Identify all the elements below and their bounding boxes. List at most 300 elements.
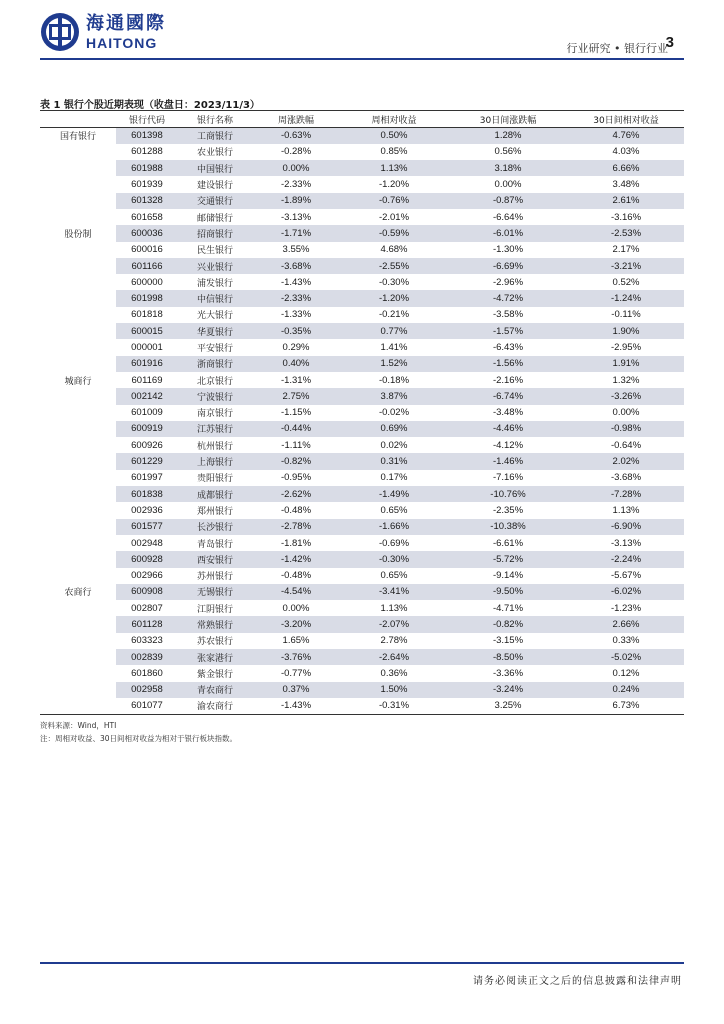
30d-relative-cell: 0.33% [612,635,640,647]
bank-code-cell: 601997 [131,472,163,484]
30d-relative-cell: -3.21% [568,258,684,274]
group-label [40,551,116,567]
weekly-relative-cell: -2.55% [340,258,448,274]
table-notes [40,719,237,745]
30d-relative-cell: 0.00% [612,407,640,419]
logo-chinese-text: 海通國際 [86,12,166,34]
group-label [40,682,116,698]
30d-relative-cell: 2.61% [568,193,684,209]
bank-name-cell: 民生银行 [196,246,233,257]
30d-relative-cell: -1.24% [568,290,684,306]
bank-name-cell: 浦发银行 [196,278,233,289]
bank-code-cell: 601229 [116,453,178,469]
bank-code-cell: 002142 [116,388,178,404]
weekly-relative-cell: -0.31% [340,698,448,714]
weekly-change-cell: -1.15% [280,407,312,419]
weekly-change-cell: -1.42% [252,551,340,567]
logo-english-text: HAITONG [86,34,158,51]
30d-relative-cell: -0.11% [611,309,641,321]
bank-name-cell: 杭州银行 [196,441,233,452]
bank-name-cell: 无锡银行 [178,584,252,600]
30d-change-cell: -3.48% [492,407,524,419]
30d-change-cell: -9.14% [492,570,524,582]
group-label [40,160,116,176]
table-row [40,356,684,372]
bank-name-cell: 上海银行 [178,453,252,469]
bank-code-cell: 601328 [116,193,178,209]
bank-code-cell: 002839 [116,649,178,665]
30d-change-cell: -6.01% [448,225,568,241]
group-label [40,502,116,518]
30d-change-cell: -10.38% [448,519,568,535]
table-row [40,535,684,551]
group-label [40,290,116,306]
table-header-row [40,111,684,128]
30d-relative-cell: 6.73% [568,698,684,714]
group-label [40,616,116,632]
30d-change-cell: -1.46% [448,453,568,469]
weekly-relative-cell: 1.52% [340,356,448,372]
bank-code-cell: 600016 [131,244,163,256]
group-label [40,242,116,258]
group-label [40,649,116,665]
weekly-relative-cell: -2.07% [340,616,448,632]
table-row [40,502,684,518]
weekly-change-cell: -0.82% [252,453,340,469]
table-row [40,665,684,681]
group-label [40,388,116,404]
weekly-change-cell: 0.00% [252,160,340,176]
bank-code-cell: 601398 [116,128,178,144]
table-row [40,486,684,502]
30d-change-cell: -1.57% [448,323,568,339]
weekly-relative-cell: -0.69% [378,537,410,549]
header-30d-change: 30日间涨跌幅 [448,111,568,128]
30d-change-cell: -6.43% [492,342,524,353]
weekly-relative-cell: -1.20% [378,179,410,191]
page-number: 3 [665,34,674,51]
weekly-change-cell: -1.11% [281,439,311,451]
bank-name-cell: 西安银行 [178,551,252,567]
table-row [40,616,684,632]
bank-name-cell: 交通银行 [178,193,252,209]
header-weekly-relative: 周相对收益 [340,111,448,128]
weekly-relative-cell: 0.69% [340,421,448,437]
30d-relative-cell: -3.13% [610,537,642,549]
weekly-relative-cell: -0.30% [340,551,448,567]
30d-relative-cell: 0.24% [568,682,684,698]
30d-change-cell: -10.76% [448,486,568,502]
weekly-change-cell: -0.48% [280,570,312,582]
weekly-relative-cell: 0.50% [340,128,448,144]
bank-code-cell: 002807 [131,602,163,614]
bank-name-cell: 紫金银行 [196,669,233,680]
weekly-change-cell: -2.33% [280,179,312,191]
weekly-relative-cell: 0.85% [380,146,408,158]
30d-relative-cell: 2.02% [568,453,684,469]
30d-change-cell: -4.46% [448,421,568,437]
table-row [40,551,684,567]
table-row [40,225,684,241]
group-label [40,176,116,192]
30d-relative-cell: 0.52% [612,276,640,288]
bank-name-cell: 长沙银行 [178,519,252,535]
30d-change-cell: -9.50% [448,584,568,600]
table-row [40,437,684,453]
weekly-change-cell: -0.44% [252,421,340,437]
group-label [40,437,116,453]
weekly-relative-cell: 0.02% [380,439,408,451]
30d-relative-cell: -5.02% [568,649,684,665]
table-row [40,258,684,274]
weekly-change-cell: 0.29% [282,342,310,353]
30d-relative-cell: -0.98% [568,421,684,437]
bank-code-cell: 600919 [116,421,178,437]
group-label [40,144,116,160]
table-row [40,600,684,616]
table-row [40,307,684,323]
haitong-logo-icon [40,12,80,52]
bank-name-cell: 平安银行 [196,344,233,354]
group-label [40,339,116,355]
bank-name-cell: 邮储银行 [196,213,233,224]
bank-code-cell: 002966 [131,570,163,582]
bank-code-cell: 603323 [131,635,163,647]
group-label [40,453,116,469]
bank-code-cell: 600036 [116,225,178,241]
30d-relative-cell: -3.26% [568,388,684,404]
weekly-relative-cell: -1.49% [340,486,448,502]
weekly-relative-cell: -2.64% [340,649,448,665]
table-title: 表 1 银行个股近期表现（收盘日：2023/11/3） [40,100,260,111]
30d-change-cell: -4.72% [448,290,568,306]
bank-code-cell: 600015 [116,323,178,339]
30d-change-cell: -3.58% [492,309,524,321]
weekly-relative-cell: 0.36% [380,667,408,679]
header-name: 银行名称 [178,111,252,128]
30d-relative-cell: 2.17% [612,244,640,256]
bank-name-cell: 江阴银行 [196,604,233,615]
30d-change-cell: -1.56% [448,356,568,372]
weekly-relative-cell: -0.30% [378,276,410,288]
bank-code-cell: 002936 [131,504,163,516]
30d-relative-cell: -6.90% [568,519,684,535]
bank-name-cell: 北京银行 [196,376,233,387]
group-label [40,470,116,486]
bank-code-cell: 601916 [116,356,178,372]
bank-name-cell: 工商银行 [178,128,252,144]
30d-change-cell: -6.74% [448,388,568,404]
bank-name-cell: 光大银行 [196,311,233,322]
bank-name-cell: 农业银行 [196,148,233,159]
table-row [40,128,684,144]
bank-name-cell: 成都银行 [178,486,252,502]
group-label [40,405,116,421]
weekly-relative-cell: 0.65% [380,504,408,516]
weekly-relative-cell: -1.20% [340,290,448,306]
weekly-change-cell: 3.55% [282,244,310,256]
30d-relative-cell: 6.66% [568,160,684,176]
bank-code-cell: 600928 [116,551,178,567]
weekly-change-cell: 1.65% [282,635,310,647]
table-row [40,633,684,649]
weekly-change-cell: -0.77% [280,667,312,679]
weekly-change-cell: -3.76% [252,649,340,665]
bank-code-cell: 601998 [116,290,178,306]
header-weekly-change: 周涨跌幅 [252,111,340,128]
group-label [40,568,116,584]
table-row [40,568,684,584]
30d-relative-cell: 2.66% [568,616,684,632]
table-row [40,421,684,437]
30d-relative-cell: -5.67% [610,570,642,582]
30d-relative-cell: 1.32% [612,374,640,386]
bank-code-cell: 601988 [116,160,178,176]
weekly-change-cell: -1.33% [280,309,312,321]
table-row [40,405,684,421]
30d-change-cell: -4.12% [492,439,524,451]
table-row [40,519,684,535]
30d-change-cell: -3.24% [448,682,568,698]
bank-code-cell: 000001 [131,342,163,353]
30d-change-cell: 3.18% [448,160,568,176]
header-30d-relative: 30日间相对收益 [568,111,684,128]
weekly-change-cell: -3.20% [252,616,340,632]
weekly-change-cell: -3.68% [252,258,340,274]
30d-change-cell: -5.72% [448,551,568,567]
weekly-change-cell: 0.00% [282,602,310,614]
30d-relative-cell: -3.68% [610,472,642,484]
weekly-change-cell: -1.43% [252,698,340,714]
weekly-relative-cell: -1.66% [340,519,448,535]
bank-name-cell: 青农商行 [178,682,252,698]
weekly-relative-cell: 1.13% [340,160,448,176]
30d-relative-cell: 1.13% [612,504,640,516]
bank-name-cell: 渝农商行 [178,698,252,714]
table-row [40,242,684,258]
weekly-change-cell: -1.89% [252,193,340,209]
30d-change-cell: -6.64% [492,211,524,223]
table-row [40,323,684,339]
30d-relative-cell: 0.12% [612,667,640,679]
table-row [40,682,684,698]
bank-name-cell: 兴业银行 [178,258,252,274]
bank-code-cell: 002948 [131,537,163,549]
group-label: 国有银行 [40,128,116,144]
30d-change-cell: -6.69% [448,258,568,274]
bank-name-cell: 宁波银行 [178,388,252,404]
group-label [40,258,116,274]
weekly-change-cell: -1.71% [252,225,340,241]
bank-code-cell: 601860 [131,667,163,679]
bank-name-cell: 江苏银行 [178,421,252,437]
weekly-change-cell: -3.13% [280,211,312,223]
group-label [40,698,116,714]
30d-relative-cell: -0.64% [610,439,642,451]
bank-name-cell: 贵阳银行 [196,474,233,485]
bank-name-cell: 招商银行 [178,225,252,241]
30d-change-cell: -3.15% [492,635,524,647]
table-row [40,584,684,600]
weekly-relative-cell: 0.77% [340,323,448,339]
group-label [40,307,116,323]
group-label: 股份制 [40,225,116,241]
table-row [40,160,684,176]
section-label: 行业研究 • 银行行业 [566,42,668,55]
weekly-relative-cell: -0.76% [340,193,448,209]
30d-change-cell: 0.00% [494,179,522,191]
table-row [40,339,684,355]
weekly-change-cell: -1.43% [280,276,312,288]
weekly-change-cell: 2.75% [252,388,340,404]
weekly-change-cell: -0.28% [280,146,312,158]
weekly-relative-cell: -0.59% [340,225,448,241]
bank-code-cell: 601077 [116,698,178,714]
30d-relative-cell: -3.16% [610,211,642,223]
company-logo [40,12,166,52]
bank-name-cell: 浙商银行 [178,356,252,372]
weekly-change-cell: -2.33% [252,290,340,306]
table-row [40,388,684,404]
bank-code-cell: 601818 [131,309,163,321]
30d-change-cell: 3.25% [448,698,568,714]
weekly-change-cell: -1.81% [280,537,312,549]
bank-name-cell: 华夏银行 [178,323,252,339]
30d-relative-cell: -6.02% [568,584,684,600]
bank-code-cell: 601577 [116,519,178,535]
30d-change-cell: -2.16% [492,374,524,386]
bank-code-cell: 601658 [131,211,163,223]
weekly-relative-cell: 4.68% [380,244,408,256]
bank-code-cell: 601009 [131,407,163,419]
weekly-relative-cell: 1.41% [380,342,408,353]
30d-relative-cell: -1.23% [610,602,642,614]
weekly-relative-cell: -0.21% [378,309,410,321]
30d-change-cell: -7.16% [492,472,524,484]
group-label [40,519,116,535]
weekly-change-cell: 0.37% [252,682,340,698]
header-divider [40,58,684,60]
weekly-relative-cell: 1.13% [380,602,408,614]
30d-change-cell: -0.87% [448,193,568,209]
30d-change-cell: -6.61% [492,537,524,549]
group-label [40,665,116,681]
30d-change-cell: 0.56% [494,146,522,158]
weekly-relative-cell: -0.18% [378,374,410,386]
30d-relative-cell: 1.90% [568,323,684,339]
30d-relative-cell: -7.28% [568,486,684,502]
table-row [40,698,684,714]
table-row [40,193,684,209]
weekly-relative-cell: -3.41% [340,584,448,600]
bank-name-cell: 苏州银行 [196,572,233,583]
30d-relative-cell: 3.48% [612,179,640,191]
30d-relative-cell: -2.24% [568,551,684,567]
bank-name-cell: 青岛银行 [196,539,233,550]
table-row [40,209,684,225]
30d-relative-cell: -2.53% [568,225,684,241]
30d-change-cell: -1.30% [492,244,524,256]
weekly-change-cell: -0.95% [280,472,312,484]
weekly-relative-cell: -2.01% [378,211,410,223]
source-note: 资料来源：Wind，HTI [40,721,117,730]
bank-code-cell: 601838 [116,486,178,502]
bank-code-cell: 002958 [116,682,178,698]
group-label: 城商行 [40,372,116,388]
30d-change-cell: -3.36% [492,667,524,679]
bank-name-cell: 常熟银行 [178,616,252,632]
weekly-relative-cell: 3.87% [340,388,448,404]
bank-code-cell: 600926 [131,439,163,451]
footer-divider [40,962,684,964]
group-label [40,323,116,339]
bank-code-cell: 601288 [131,146,163,158]
30d-change-cell: -2.35% [492,504,524,516]
bank-code-cell: 601166 [116,258,178,274]
weekly-change-cell: -0.63% [252,128,340,144]
table-row [40,372,684,388]
bank-code-cell: 601128 [116,616,178,632]
group-label [40,600,116,616]
bank-name-cell: 苏农银行 [196,637,233,648]
table-row [40,470,684,486]
table-body [40,128,684,715]
weekly-relative-cell: 2.78% [380,635,408,647]
weekly-relative-cell: 0.65% [380,570,408,582]
weekly-relative-cell: -0.02% [378,407,410,419]
table-row [40,649,684,665]
weekly-relative-cell: 1.50% [340,682,448,698]
weekly-change-cell: 0.40% [252,356,340,372]
bank-code-cell: 600908 [116,584,178,600]
30d-relative-cell: -2.95% [610,342,642,353]
30d-change-cell: -2.96% [492,276,524,288]
group-label [40,193,116,209]
group-label [40,209,116,225]
30d-change-cell: 1.28% [448,128,568,144]
30d-relative-cell: 1.91% [568,356,684,372]
group-label: 农商行 [40,584,116,600]
table-row [40,274,684,290]
group-label [40,535,116,551]
group-label [40,486,116,502]
weekly-change-cell: -1.31% [280,374,312,386]
table-row [40,453,684,469]
table-row [40,290,684,306]
weekly-relative-cell: 0.17% [380,472,408,484]
bank-code-cell: 601939 [131,179,163,191]
weekly-change-cell: -2.78% [252,519,340,535]
30d-change-cell: -4.71% [492,602,524,614]
weekly-relative-cell: 0.31% [340,453,448,469]
group-label [40,274,116,290]
group-label [40,633,116,649]
weekly-change-cell: -0.48% [280,504,312,516]
bank-code-cell: 601169 [131,374,163,386]
group-label [40,421,116,437]
bank-performance-table [40,110,684,715]
table-row [40,144,684,160]
bank-code-cell: 600000 [131,276,163,288]
footnote: 注：周相对收益、30日间相对收益为相对于银行板块指数。 [40,734,238,743]
header-group [40,111,116,128]
30d-change-cell: -8.50% [448,649,568,665]
bank-name-cell: 南京银行 [196,409,233,420]
bank-name-cell: 中信银行 [178,290,252,306]
weekly-change-cell: -0.35% [252,323,340,339]
weekly-change-cell: -4.54% [252,584,340,600]
bank-name-cell: 中国银行 [178,160,252,176]
